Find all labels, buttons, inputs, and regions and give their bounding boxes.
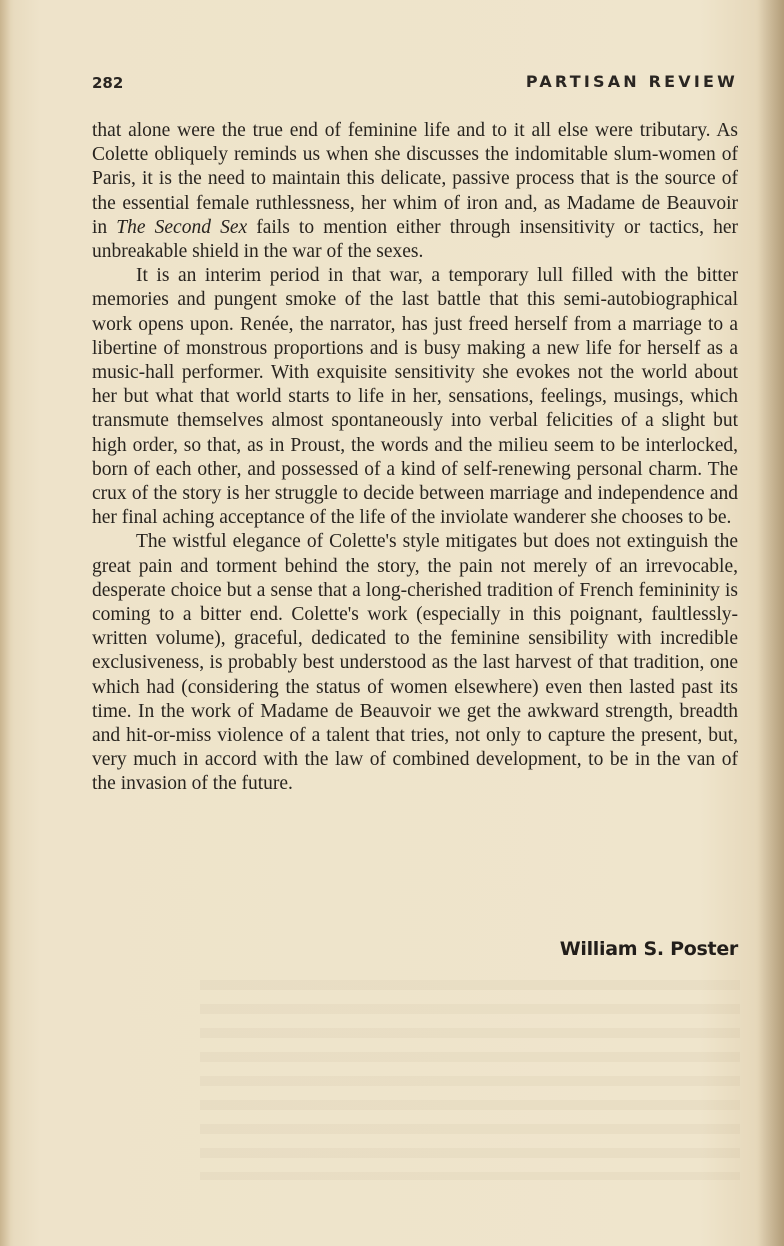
paragraph: It is an interim period in that war, a temporary lull filled with the bitter memories and pungent smoke of the last battle that this semi-autobiographical work opens upon. Renée, the narrator, has just freed herself from a marriage to a libertine of monstrous proportions and is busy making a new life for herself as a music-hall performer. With exquisite sensitivity she evokes not the world about her but what that world starts to life in her, sensations, feelings, musings, which transmute themselves almost spontaneously into verbal felicities of a slight but high order, so that, as in Proust, the words and the milieu seem to be interlocked, born of each other, and possessed of a kind of self-renewing personal charm. The crux of the story is her struggle to decide between marriage and independence and her final aching acceptance of the life of the inviolate wanderer she chooses to be. xyxy=(92,265,738,529)
page-edge-shadow xyxy=(758,0,784,1246)
page-number: 282 xyxy=(92,74,124,92)
show-through-text xyxy=(200,980,740,1180)
journal-title: PARTISAN REVIEW xyxy=(525,72,738,91)
page-gutter xyxy=(0,0,10,1246)
author-signature: William S. Poster xyxy=(559,938,738,960)
paragraph xyxy=(92,119,738,264)
paragraph-text: fails to mention either through insensitivity or tactics, her unbreakable shield in the war of the sexes. xyxy=(92,216,738,263)
paragraph-text: that alone were the true end of feminine life and to it all else were tributary. As Colette obliquely reminds us when she discusses the indomitable slum-women of Paris, it is the need to maintain this delicate, passive process that is the source of the essential female ruthlessness, her whim of iron and, as Madame de Beauvoir in xyxy=(92,120,738,238)
book-title: The Second Sex xyxy=(116,216,248,238)
running-head xyxy=(92,72,738,96)
paragraph: The wistful elegance of Colette's style mitigates but does not extinguish the great pain and torment behind the story, the pain not merely of an irrevocable, desperate choice but a sense that a long-cherished tradition of French femininity is coming to a bitter end. Colette's work (especially in this poignant, faultlessly-written volume), graceful, dedicated to the feminine sensibility with incredible exclusiveness, is probably best understood as the last harvest of that tradition, one which had (considering the status of women elsewhere) even then lasted past its time. In the work of Madame de Beauvoir we get the awkward strength, breadth and hit-or-miss violence of a talent that tries, not only to capture the present, but, very much in accord with the law of combined development, to be in the van of the invasion of the future. xyxy=(92,531,738,795)
article-body xyxy=(92,119,738,797)
